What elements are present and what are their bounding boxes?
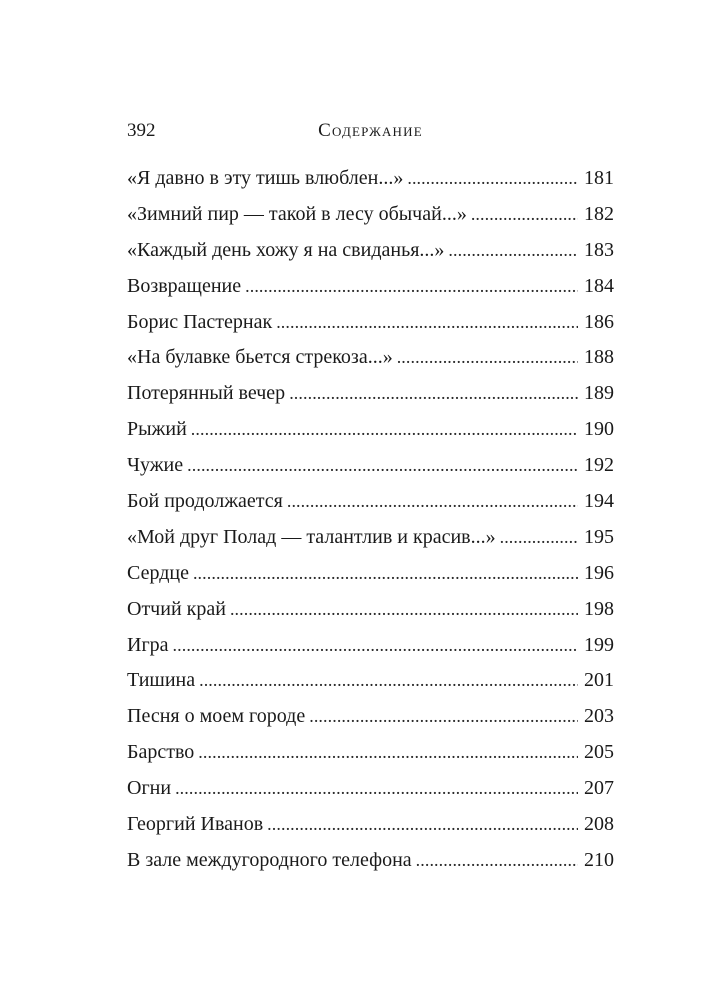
toc-entry-title: «На булавке бьется стрекоза...» — [127, 346, 393, 369]
toc-entry-title: Потерянный вечер — [127, 382, 286, 405]
toc-entry-page: 210 — [584, 848, 614, 871]
dot-leader — [309, 699, 578, 735]
toc-entry-page: 188 — [584, 346, 614, 369]
dot-leader — [471, 197, 578, 233]
page-header — [127, 118, 614, 144]
dot-leader — [193, 556, 578, 592]
dot-leader — [287, 484, 578, 520]
toc-entry-page: 198 — [584, 597, 614, 620]
page-number: 392 — [127, 120, 156, 141]
toc-entry-page: 199 — [584, 633, 614, 656]
running-title: Содержание — [318, 120, 423, 141]
toc-entry-title: Барство — [127, 741, 195, 764]
toc-entry-title: Борис Пастернак — [127, 310, 273, 333]
toc-entry — [127, 843, 614, 879]
toc-entry-title: Рыжий — [127, 418, 187, 441]
toc-entry — [127, 628, 614, 664]
dot-leader — [245, 269, 578, 305]
toc-entry — [127, 305, 614, 341]
toc-entry — [127, 269, 614, 305]
toc-entry — [127, 556, 614, 592]
dot-leader — [199, 663, 578, 699]
dot-leader — [289, 376, 578, 412]
toc-entry-page: 181 — [584, 167, 614, 189]
dot-leader — [500, 520, 578, 556]
table-of-contents — [127, 161, 614, 879]
dot-leader — [276, 305, 578, 341]
toc-entry-page: 190 — [584, 418, 614, 441]
toc-entry-page: 186 — [584, 310, 614, 333]
dot-leader — [267, 807, 578, 843]
toc-entry — [127, 592, 614, 628]
toc-entry-page: 194 — [584, 490, 614, 513]
toc-entry — [127, 412, 614, 448]
toc-entry — [127, 233, 614, 269]
toc-entry-title: Сердце — [127, 561, 189, 584]
dot-leader — [407, 161, 578, 197]
toc-entry-page: 192 — [584, 454, 614, 477]
dot-leader — [230, 592, 578, 628]
toc-entry-page: 182 — [584, 202, 614, 225]
toc-entry-title: «Зимний пир — такой в лесу обычай...» — [127, 202, 467, 225]
toc-entry-title: Тишина — [127, 669, 196, 692]
toc-entry-title: В зале междугородного телефона — [127, 848, 412, 871]
toc-entry-title: Песня о моем городе — [127, 705, 306, 728]
toc-entry — [127, 197, 614, 233]
toc-entry — [127, 663, 614, 699]
toc-entry-page: 205 — [584, 741, 614, 764]
toc-entry — [127, 448, 614, 484]
dot-leader — [175, 771, 578, 807]
toc-entry-page: 189 — [584, 382, 614, 405]
toc-entry-page: 208 — [584, 813, 614, 836]
dot-leader — [187, 448, 578, 484]
toc-entry — [127, 520, 614, 556]
toc-entry-title: Огни — [127, 777, 172, 800]
toc-entry — [127, 771, 614, 807]
toc-entry — [127, 699, 614, 735]
toc-entry-page: 203 — [584, 705, 614, 728]
toc-entry-title: «Мой друг Полад — талантлив и красив...» — [127, 525, 496, 548]
toc-entry-title: Бой продолжается — [127, 490, 283, 513]
toc-entry-page: 207 — [584, 777, 614, 800]
toc-entry-page: 183 — [584, 238, 614, 261]
toc-entry-page: 196 — [584, 561, 614, 584]
toc-entry-title: Возвращение — [127, 274, 242, 297]
toc-entry — [127, 376, 614, 412]
toc-entry — [127, 161, 614, 197]
toc-entry-title: «Я давно в эту тишь влюблен...» — [127, 167, 404, 189]
toc-entry-title: Игра — [127, 633, 169, 656]
dot-leader — [173, 628, 578, 664]
dot-leader — [198, 735, 578, 771]
dot-leader — [448, 233, 578, 269]
toc-entry-page: 195 — [584, 525, 614, 548]
toc-entry-page: 184 — [584, 274, 614, 297]
toc-entry — [127, 484, 614, 520]
toc-entry — [127, 807, 614, 843]
toc-entry-title: «Каждый день хожу я на свиданья...» — [127, 238, 445, 261]
toc-entry — [127, 340, 614, 376]
toc-entry-title: Георгий Иванов — [127, 813, 264, 836]
toc-entry — [127, 735, 614, 771]
toc-entry-page: 201 — [584, 669, 614, 692]
toc-entry-title: Чужие — [127, 454, 184, 477]
toc-entry-title: Отчий край — [127, 597, 226, 620]
dot-leader — [397, 340, 578, 376]
dot-leader — [416, 843, 578, 879]
dot-leader — [191, 412, 578, 448]
